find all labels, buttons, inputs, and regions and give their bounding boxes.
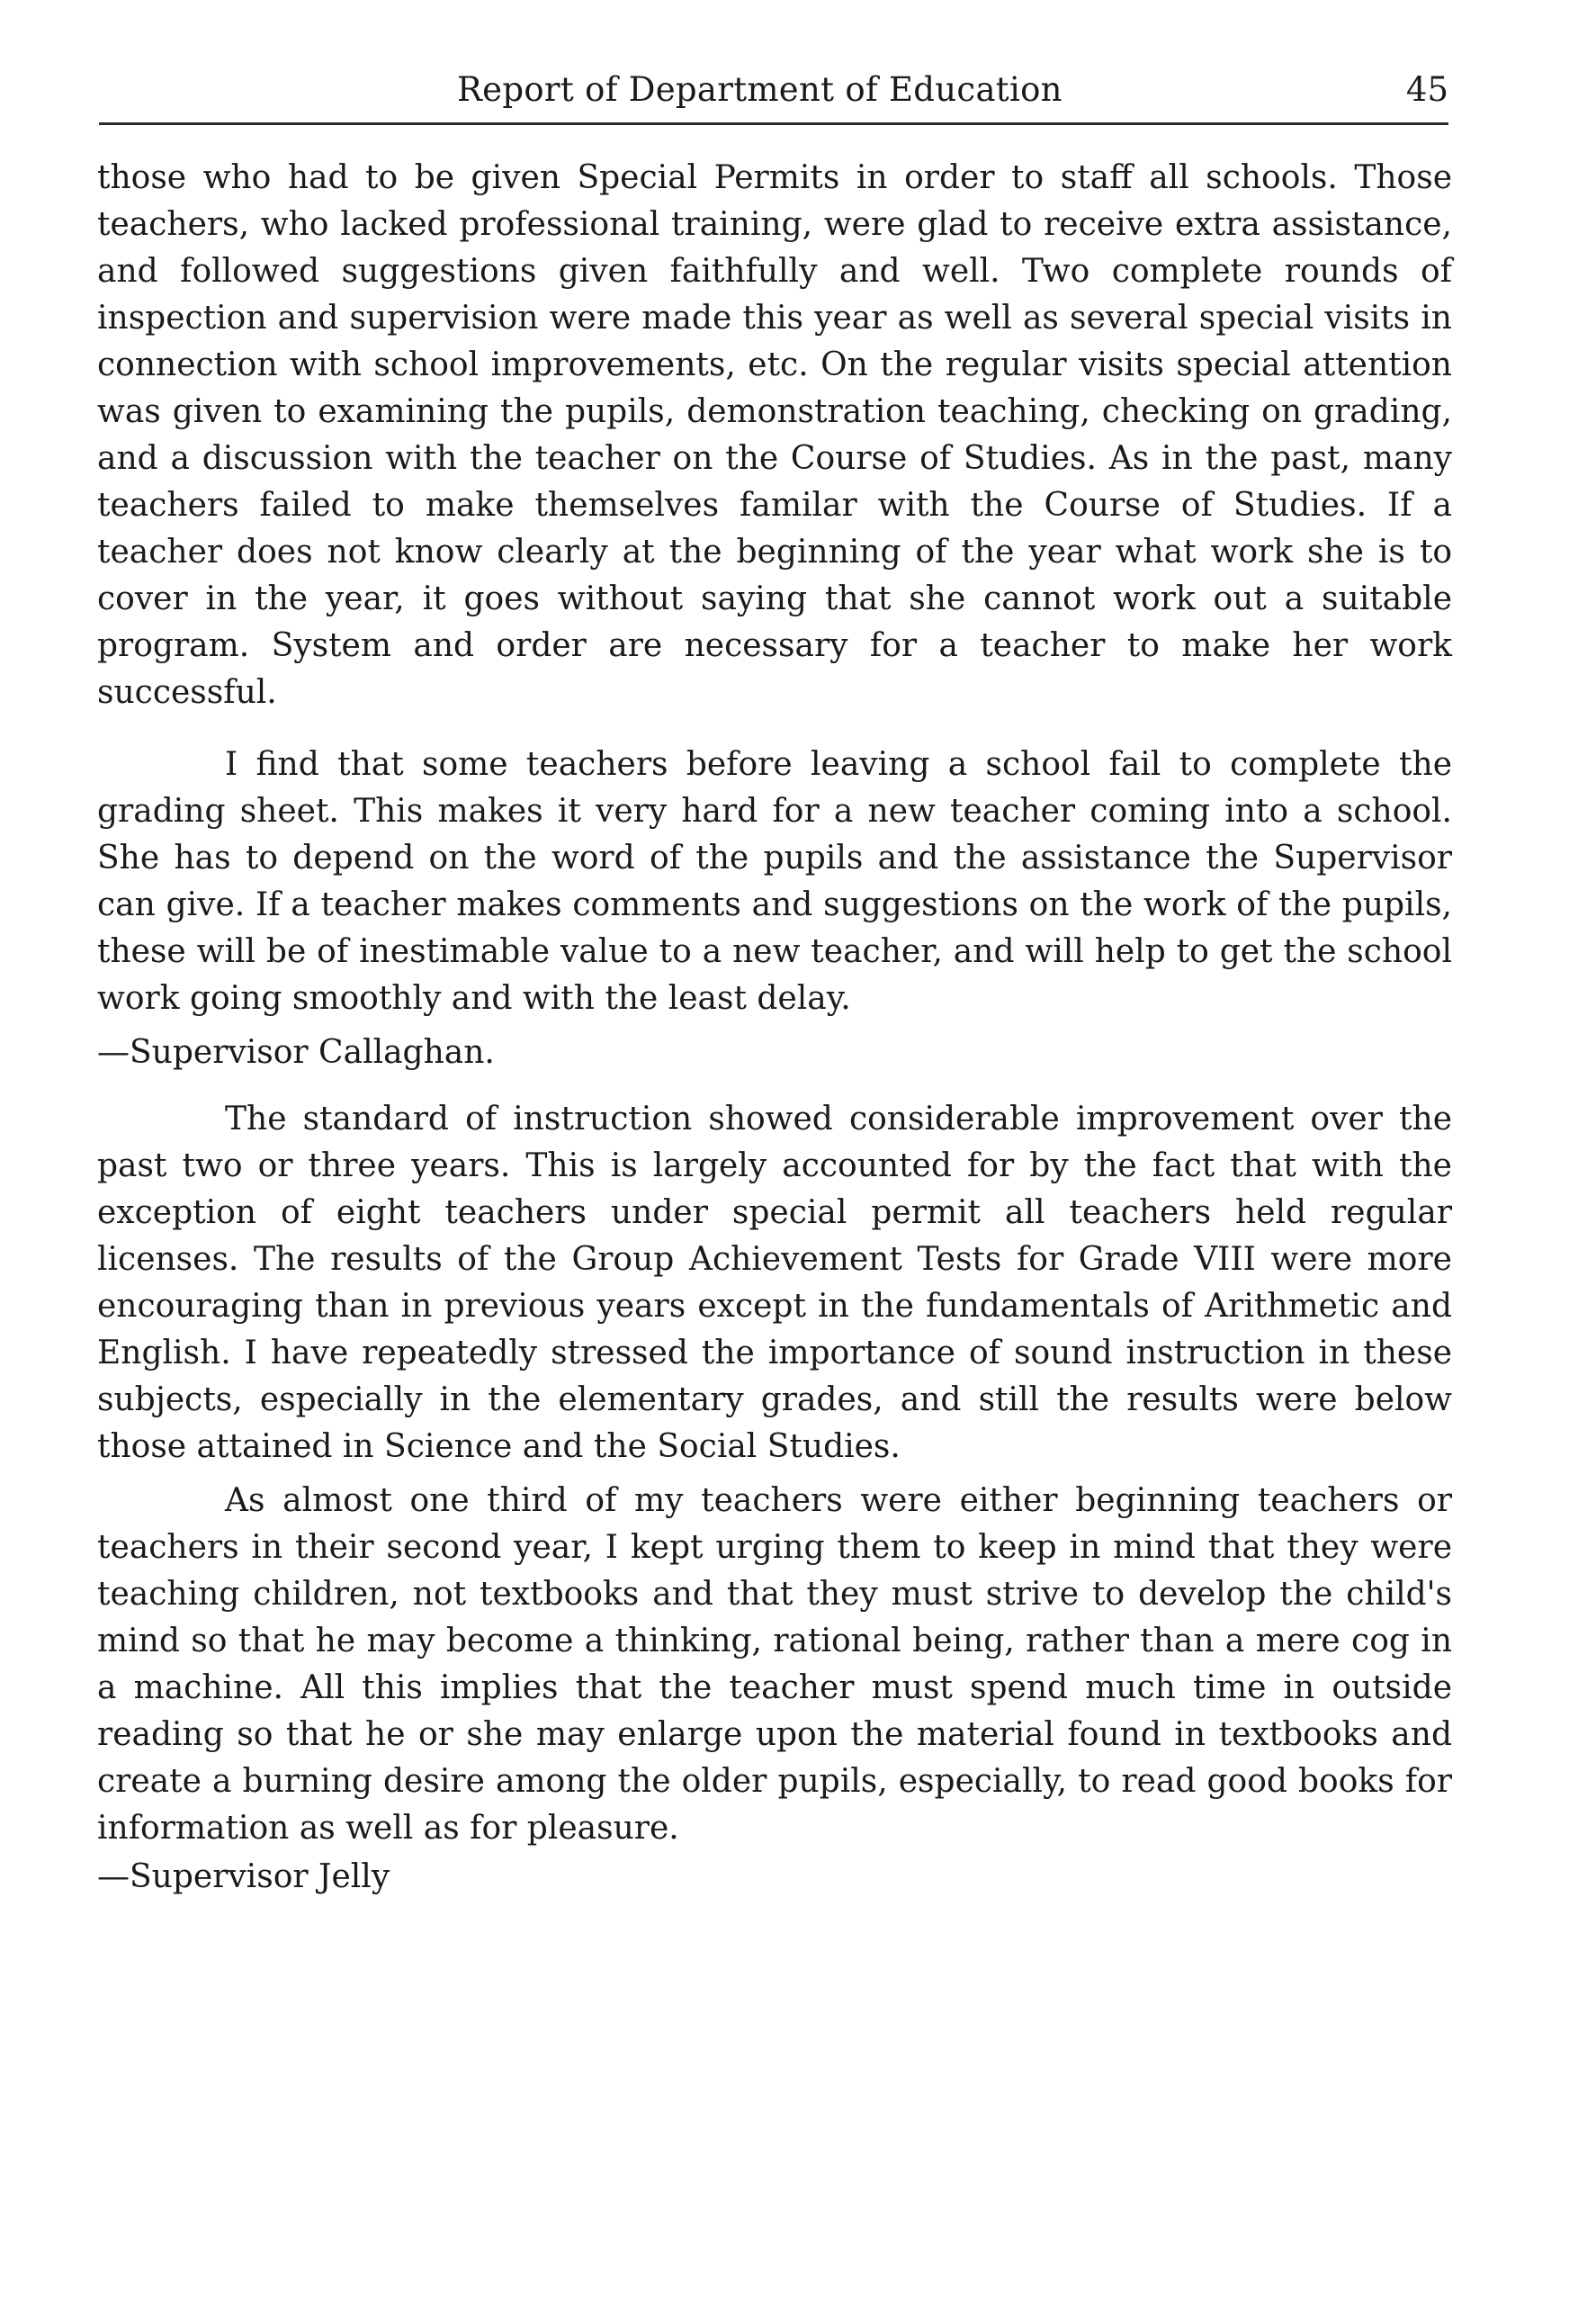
paragraph-3: The standard of instruction showed considerable improvement over the past two or three years. This is largely accounted for by the fact that with the exception of eight teachers under special permit all teachers held regular licenses. The results of the Group Achievement Tests for Grade VIII were more encouraging than in previous years except in the fundamentals of Arithmetic and English. I have repeatedly stressed the importance of sound instruction in these subjects, especially in the elementary grades, and still the results were below those attained in Science and the Social Studies. xyxy=(97,1101,1452,1465)
paragraph-1: those who had to be given Special Permits in order to staff all schools. Those teachers, who lacked professional training, were glad to receive extra assistance, and followed suggestions given faithfully and well. Two complete rounds of inspection and supervision were made this year as well as several special visits in connection with school improvements, etc. On the regular visits special attention was given to examining the pupils, demonstration teaching, checking on grading, and a discussion with the teacher on the Course of Studies. As in the past, many teachers failed to make themselves familar with the Course of Studies. If a teacher does not know clearly at the beginning of the year what work she is to cover in the year, it goes without saying that she cannot work out a suitable program. System and order are necessary for a teacher to make her work successful. xyxy=(97,159,1452,711)
body-text xyxy=(97,155,1452,1901)
signature-callaghan: —Supervisor Callaghan. xyxy=(97,1034,495,1071)
page-number: 45 xyxy=(1405,70,1448,109)
paragraph-4: As almost one third of my teachers were either beginning teachers or teachers in their second year, I kept urging them to keep in mind that they were teaching children, not textbooks and that they must strive to develop the child's mind so that he may become a thinking, rational being, rather than a mere cog in a machine. All this implies that the teacher must spend much time in outside reading so that he or she may enlarge upon the material found in textbooks and create a burning desire among the older pupils, especially, to read good books for information as well as for pleasure. xyxy=(97,1482,1452,1847)
running-title: Report of Department of Education xyxy=(457,70,1063,109)
paragraph-2: I find that some teachers before leaving a school fail to complete the grading sheet. This makes it very hard for a new teacher coming into a school. She has to depend on the word of the pupils and the assistance the Supervisor can give. If a teacher makes comments and suggestions on the work of the pupils, these will be of inestimable value to a new teacher, and will help to get the school work going smoothly and with the least delay. xyxy=(97,746,1452,1017)
signature-jelly: —Supervisor Jelly xyxy=(97,1858,390,1895)
page-header xyxy=(99,65,1448,125)
